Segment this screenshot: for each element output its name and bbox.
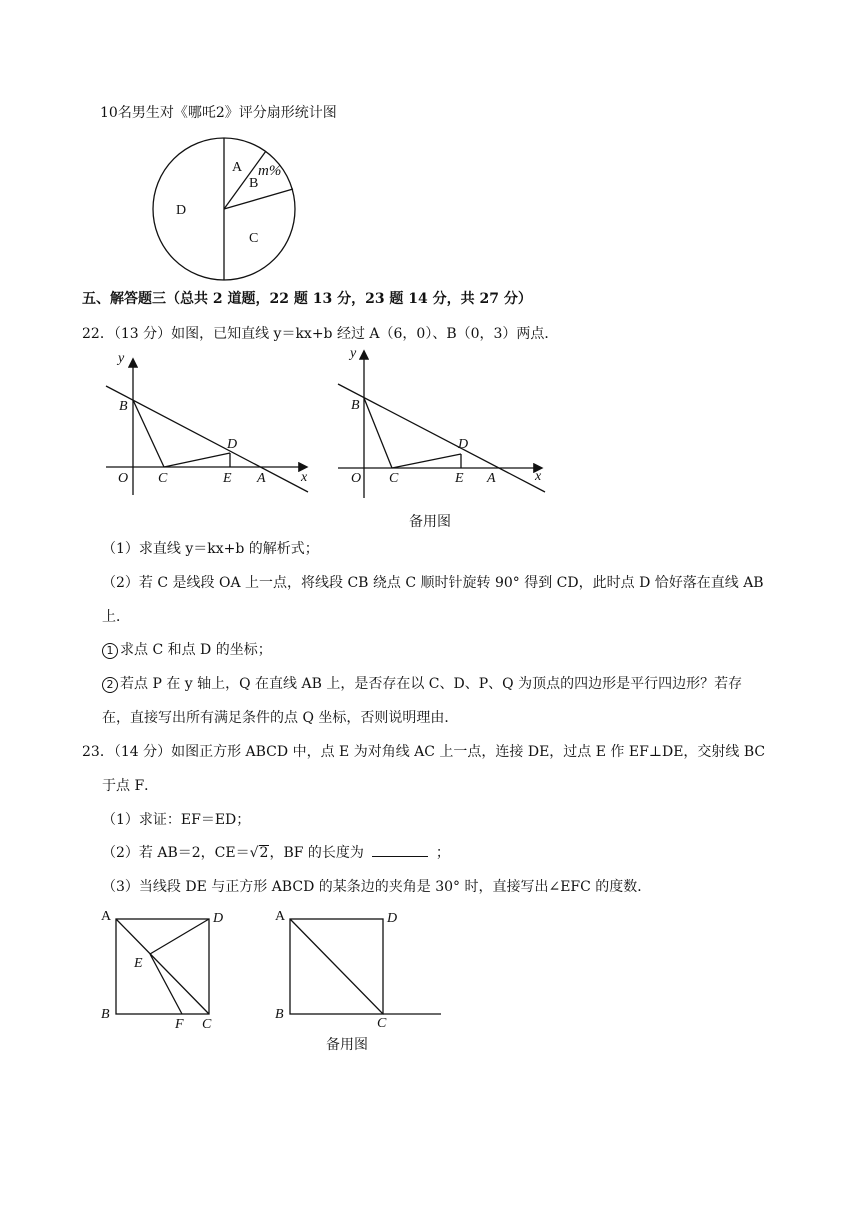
q22-fig1-e-label: E <box>223 471 232 486</box>
pie-label-b: B <box>249 176 259 191</box>
q22-part2-line2: 上． <box>102 609 130 625</box>
q22-backup-caption: 备用图 <box>409 514 451 530</box>
q23-part2-sqrt-value: 2 <box>259 845 269 861</box>
q23-fig1-f-label: F <box>175 1017 184 1032</box>
q22-fig2-e-label: E <box>455 471 464 486</box>
q23-part2-prefix: （2）若 AB＝2，CE＝ <box>102 845 250 861</box>
q22-fig1-d-label: D <box>227 437 238 452</box>
q22-fig2-o-label: O <box>351 471 362 486</box>
q23-part1: （1）求证：EF＝ED； <box>102 812 251 828</box>
q22-sub2-marker: 2 <box>102 677 118 693</box>
q23-fig2-d-label: D <box>387 911 398 926</box>
q23-fig1-e-label: E <box>134 956 143 971</box>
pie-label-a: A <box>232 160 243 175</box>
q22-fig1-b-label: B <box>119 399 128 414</box>
q22-sub2-text: 若点 P 在 y 轴上，Q 在直线 AB 上，是否存在以 C、D、P、Q 为顶点的四边形是平行四边形？若存 <box>120 676 743 692</box>
section-heading: 五、解答题三（总共 2 道题，22 题 13 分，23 题 14 分，共 27 分） <box>82 291 532 307</box>
q23-fig2-c-label: C <box>377 1016 387 1031</box>
q22-part2-line1: （2）若 C 是线段 OA 上一点，将线段 CB 绕点 C 顺时针旋转 90° 得到 CD，此时点 D 恰好落在直线 AB <box>102 575 764 591</box>
q23-fig1-c-label: C <box>202 1017 212 1032</box>
q23-backup-caption: 备用图 <box>326 1037 368 1053</box>
pie-label-d: D <box>176 203 187 218</box>
q23-fig2-b-label: B <box>275 1007 284 1022</box>
q23-part2-mid: ，BF 的长度为 <box>269 845 364 861</box>
q23-part3: （3）当线段 DE 与正方形 ABCD 的某条边的夹角是 30° 时，直接写出∠EFC 的度数． <box>102 879 652 895</box>
q23-part2-suffix: ； <box>435 845 450 861</box>
pie-label-m-percent: m% <box>258 163 282 179</box>
q22-part1: （1）求直线 y＝kx+b 的解析式； <box>102 541 319 557</box>
pie-label-c: C <box>249 231 259 246</box>
q23-stem-line2: 于点 F． <box>102 778 159 794</box>
q23-fig1-a-label: A <box>101 909 112 924</box>
pie-chart-title: 10名男生对《哪吒2》评分扇形统计图 <box>100 105 337 121</box>
sqrt-symbol: √ <box>249 845 259 861</box>
q22-fig1-o-label: O <box>118 471 129 486</box>
q23-stem-line1: 23．（14 分）如图正方形 ABCD 中，点 E 为对角线 AC 上一点，连接 DE，过点 E 作 EF⊥DE，交射线 BC <box>82 744 766 760</box>
q22-sub1-marker: 1 <box>102 643 118 659</box>
q22-fig2-x-label: x <box>535 469 542 484</box>
q22-fig2-c-label: C <box>389 471 399 486</box>
q22-fig1-a-label: A <box>257 471 266 486</box>
q22-fig1-x-label: x <box>301 470 308 485</box>
q22-fig1-c-label: C <box>158 471 168 486</box>
q22-fig2-a-label: A <box>487 471 496 486</box>
q22-fig2-d-label: D <box>458 437 469 452</box>
q22-fig1-y-label: y <box>118 351 125 366</box>
q22-stem: 22．（13 分）如图，已知直线 y＝kx+b 经过 A（6，0）、B（0，3）两点． <box>82 326 559 342</box>
q23-fig1-d-label: D <box>213 911 224 926</box>
q23-fig1-b-label: B <box>101 1007 110 1022</box>
q22-fig2-b-label: B <box>351 398 360 413</box>
q22-sub2-line2: 在，直接写出所有满足条件的点 Q 坐标，否则说明理由． <box>102 710 459 726</box>
q22-fig2-y-label: y <box>350 346 357 361</box>
q23-fig2-a-label: A <box>275 909 286 924</box>
q22-sub1-text: 求点 C 和点 D 的坐标； <box>120 642 272 658</box>
